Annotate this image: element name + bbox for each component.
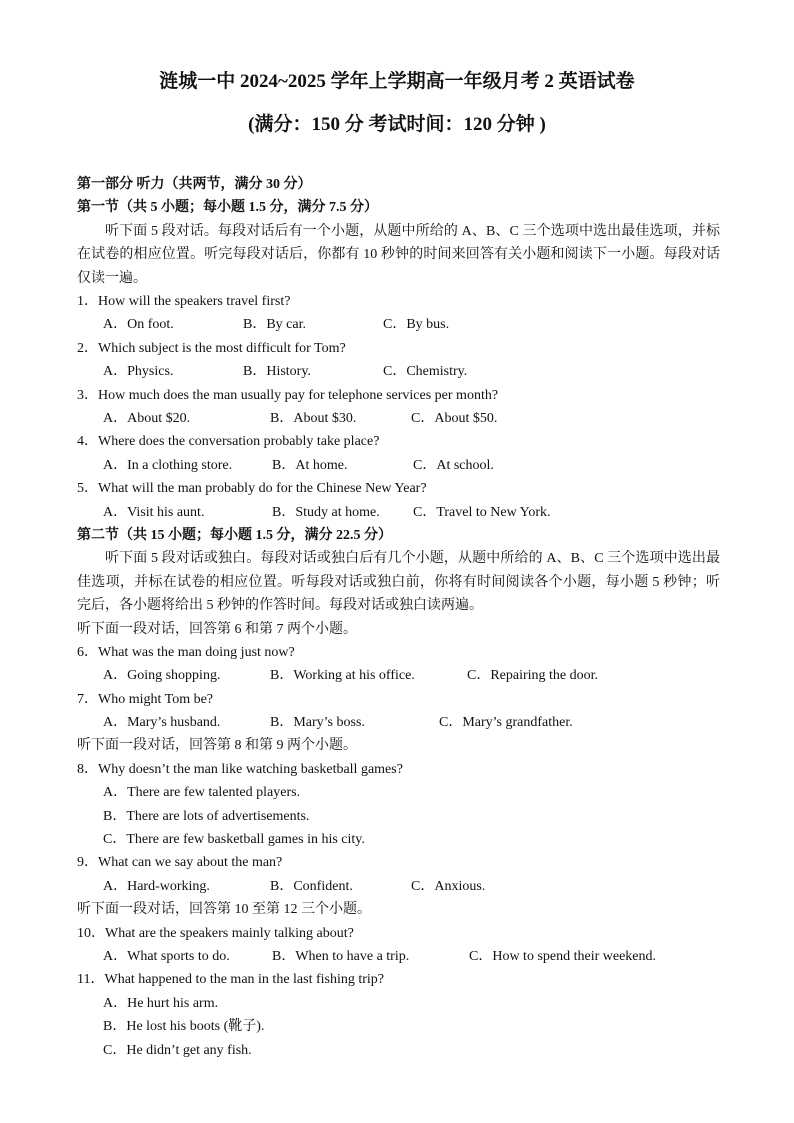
option-c: C．Mary’s grandfather. (439, 715, 573, 731)
option-b: B．When to have a trip. (272, 948, 410, 964)
option-b: B．At home. (272, 457, 348, 473)
question-10: 10．What are the speakers mainly talking about? (77, 925, 354, 941)
option-b: B．He lost his boots (靴子). (103, 1019, 265, 1035)
section1-instructions: 听下面 5 段对话。每段对话后有一个小题，从题中所给的 A、B、C 三个选项中选出最佳选项，并标在试卷的相应位置。听完每段对话后，你都有 10 秒钟的时间来回答有关小题和阅读下一小题。每段对话仅读一遍。 (77, 223, 720, 286)
option-c: C．Anxious. (411, 878, 486, 894)
question-4-options (77, 454, 720, 477)
option-c: C．Travel to New York. (413, 504, 551, 520)
section2-heading: 第二节（共 15 小题；每小题 1.5 分，满分 22.5 分） (77, 527, 392, 543)
option-a: A．In a clothing store. (103, 457, 233, 473)
option-a: A．About $20. (103, 410, 191, 426)
question-10-options (77, 945, 720, 968)
option-b: B．Mary’s boss. (270, 715, 365, 731)
question-9: 9．What can we say about the man? (77, 855, 283, 871)
option-b: B．Study at home. (272, 504, 380, 520)
option-c: C．He didn’t get any fish. (103, 1042, 252, 1058)
option-c: C．How to spend their weekend. (469, 948, 657, 964)
question-8: 8．Why doesn’t the man like watching basketball games? (77, 761, 403, 777)
option-c: C．Repairing the door. (467, 668, 599, 684)
part1-heading: 第一部分 听力（共两节，满分 30 分） (77, 177, 312, 192)
question-1: 1．How will the speakers travel first? (77, 294, 291, 309)
question-4: 4．Where does the conversation probably take place? (77, 434, 380, 450)
option-a: A．There are few talented players. (103, 785, 301, 801)
option-b: B．About $30. (270, 410, 357, 426)
option-a: A．Going shopping. (103, 668, 221, 684)
dialogue-direction: 听下面一段对话，回答第 6 和第 7 两个小题。 (77, 621, 357, 637)
question-5: 5．What will the man probably do for the Chinese New Year? (77, 481, 427, 497)
option-c: C．Chemistry. (383, 364, 468, 380)
exam-content (77, 173, 720, 1062)
option-c: C．About $50. (411, 410, 498, 426)
option-b: B．There are lots of advertisements. (103, 808, 310, 824)
option-a: A．He hurt his arm. (103, 995, 219, 1011)
option-b: B．Confident. (270, 878, 353, 894)
question-7-options (77, 711, 720, 734)
option-b: B．History. (243, 364, 311, 380)
question-7: 7．Who might Tom be? (77, 691, 214, 707)
section1-heading: 第一节（共 5 小题；每小题 1.5 分，满分 7.5 分） (77, 200, 378, 216)
option-c: C．There are few basketball games in his city. (103, 832, 365, 848)
option-b: B．Working at his office. (270, 668, 415, 684)
exam-title: 涟城一中 2024~2025 学年上学期高一年级月考 2 英语试卷 (159, 71, 635, 92)
option-a: A．What sports to do. (103, 948, 230, 964)
option-c: C．At school. (413, 457, 494, 473)
option-a: A．Physics. (103, 364, 174, 380)
section2-instructions: 听下面 5 段对话或独白。每段对话或独白后有几个小题，从题中所给的 A、B、C 三个选项中选出最佳选项，并标在试卷的相应位置。听每段对话或独白前，你将有时间阅读各个小题，每小题 5 秒钟；听完后，各小题将给出 5 秒钟的作答时间。每段对话或独白读两遍。 (77, 551, 720, 614)
question-11: 11．What happened to the man in the last fishing trip? (77, 972, 385, 988)
question-1-options (77, 313, 720, 336)
question-3-options (77, 407, 720, 430)
question-5-options (77, 501, 720, 524)
option-a: A．Hard-working. (103, 878, 210, 894)
option-a: A．Visit his aunt. (103, 504, 205, 520)
option-a: A．On foot. (103, 317, 174, 333)
question-2-options (77, 360, 720, 383)
question-3: 3．How much does the man usually pay for telephone services per month? (77, 387, 499, 403)
question-2: 2．Which subject is the most difficult for Tom? (77, 340, 346, 356)
question-6: 6．What was the man doing just now? (77, 644, 295, 660)
dialogue-direction: 听下面一段对话，回答第 10 至第 12 三个小题。 (77, 902, 371, 918)
dialogue-direction: 听下面一段对话，回答第 8 和第 9 两个小题。 (77, 738, 357, 754)
question-9-options (77, 875, 720, 898)
option-c: C．By bus. (383, 317, 450, 333)
question-6-options (77, 664, 720, 687)
option-b: B．By car. (243, 317, 306, 333)
option-a: A．Mary’s husband. (103, 715, 221, 731)
exam-subtitle: (满分：150 分 考试时间：120 分钟 ) (248, 114, 546, 135)
